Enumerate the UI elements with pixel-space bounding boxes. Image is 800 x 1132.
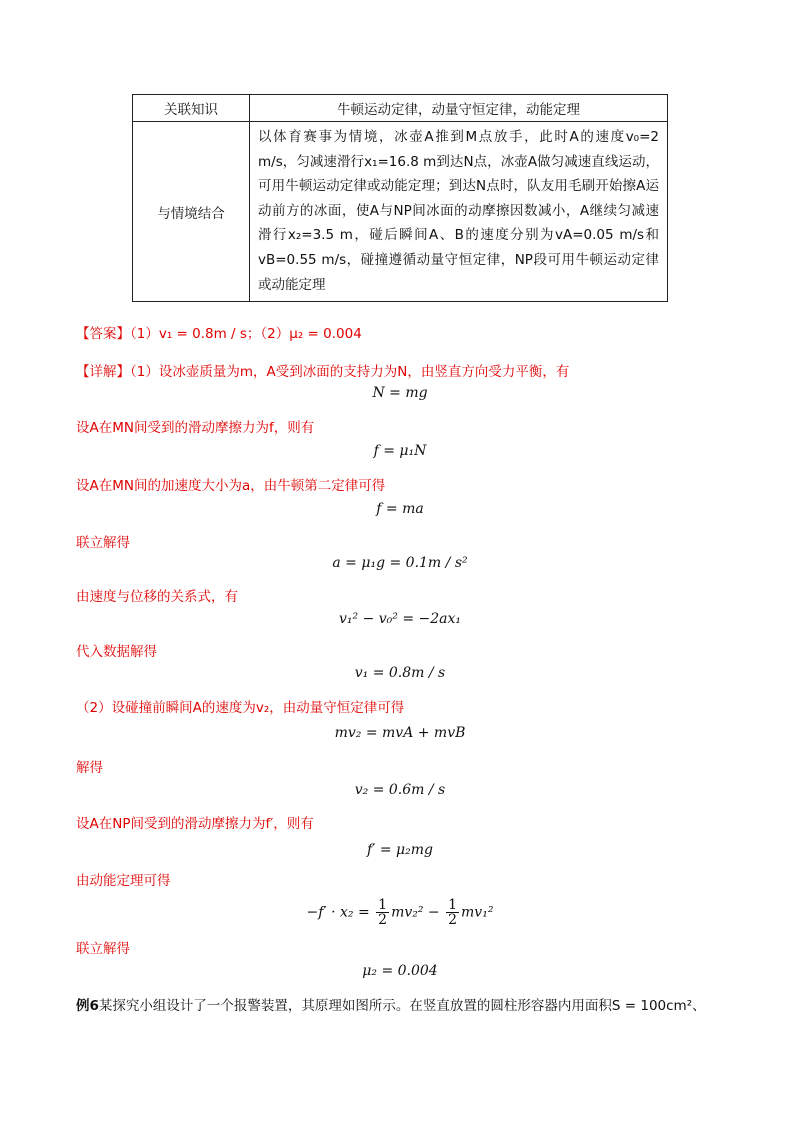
detail-p5: 由速度与位移的关系式，有	[76, 589, 238, 605]
detail-p11: 联立解得	[76, 941, 130, 957]
half-fraction-1	[376, 898, 389, 927]
answer-label: 【答案】	[76, 326, 130, 342]
detail-line-1	[76, 360, 569, 380]
detail-p2: 设A在MN间受到的滑动摩擦力为f，则有	[76, 420, 315, 436]
half-fraction-2-den: 2	[448, 912, 458, 928]
answer-line	[76, 322, 362, 342]
table-row-label: 与情境结合	[133, 122, 250, 302]
knowledge-table	[132, 94, 668, 302]
detail-p9: 设A在NP间受到的滑动摩擦力为f′，则有	[76, 816, 314, 832]
half-fraction-1-num: 1	[378, 897, 388, 913]
table-header-label: 关联知识	[133, 95, 250, 122]
equation-5: v₁² − v₀² = −2ax₁	[338, 611, 462, 627]
equation-1: N = mg	[372, 385, 428, 401]
detail-p8: 解得	[76, 760, 103, 776]
table-header-value: 牛顿运动定律，动量守恒定律，动能定理	[250, 95, 668, 122]
equation-6: v₁ = 0.8m / s	[354, 665, 446, 681]
equation-7: mv₂ = mvA + mvB	[334, 725, 466, 741]
equation-11: μ₂ = 0.004	[362, 963, 438, 979]
half-fraction-1-den: 2	[378, 912, 388, 928]
equation-8: v₂ = 0.6m / s	[354, 782, 446, 798]
detail-p10: 由动能定理可得	[76, 873, 171, 889]
detail-label: 【详解】	[76, 364, 130, 380]
equation-10-lhs: −f′ · x₂ =	[306, 904, 375, 921]
detail-p6: 代入数据解得	[76, 644, 157, 660]
detail-p4: 联立解得	[76, 535, 130, 551]
detail-p1: （1）设冰壶质量为m，A受到冰面的支持力为N，由竖直方向受力平衡，有	[130, 364, 570, 380]
equation-10	[0, 898, 800, 927]
example-line	[76, 994, 706, 1014]
equation-9: f′ = μ₂mg	[367, 842, 433, 858]
detail-p3: 设A在MN间的加速度大小为a，由牛顿第二定律可得	[76, 478, 386, 494]
equation-4: a = μ₁g = 0.1m / s²	[332, 555, 468, 571]
example-text: 某探究小组设计了一个报警装置，其原理如图所示。在竖直放置的圆柱形容器内用面积S = 100cm²、	[98, 998, 706, 1014]
half-fraction-2	[446, 898, 459, 927]
example-label: 例6	[76, 998, 99, 1014]
equation-3: f = ma	[376, 501, 424, 517]
equation-10-term-2: mv₁²	[461, 904, 494, 921]
table-row-text: 以体育赛事为情境，冰壶A推到M点放手，此时A的速度v₀=2 m/s，匀减速滑行x₁=16.8 m到达N点，冰壶A做匀减速直线运动，可用牛顿运动定律或动能定理；到达N点时，队友用毛刷开始擦A运动前方的冰面，使A与NP间冰面的动摩擦因数减小，A继续匀减速滑行x₂=3.5 m，碰后瞬间A、B的速度分别为vA=0.05 m/s和vB=0.55 m/s，碰撞遵循动量守恒定律，NP段可用牛顿运动定律或动能定理	[250, 122, 668, 302]
detail-p7: （2）设碰撞前瞬间A的速度为v₂，由动量守恒定律可得	[76, 700, 405, 716]
answer-text: （1）v₁ = 0.8m / s；（2）μ₂ = 0.004	[130, 326, 362, 342]
equation-2: f = μ₁N	[373, 443, 427, 459]
equation-10-term-1: mv₂² −	[391, 904, 445, 921]
half-fraction-2-num: 1	[448, 897, 458, 913]
